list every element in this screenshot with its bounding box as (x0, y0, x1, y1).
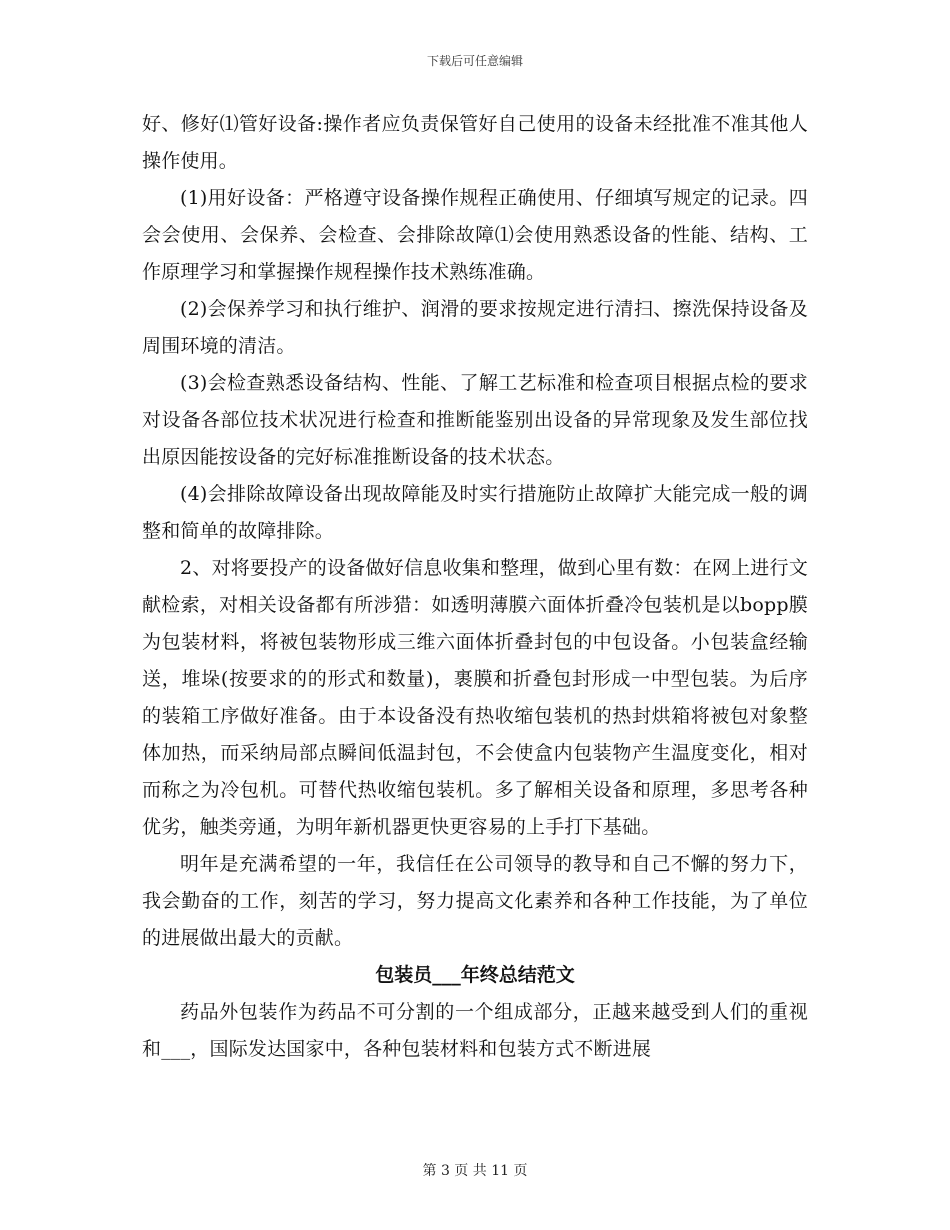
paragraph-1: 好、修好⑴管好设备:操作者应负责保管好自己使用的设备未经批准不准其他人操作使用。 (142, 113, 808, 172)
document-body (142, 106, 808, 1068)
page-number: 第 3 页 共 11 页 (422, 1163, 528, 1179)
section-title: 包装员___年终总结范文 (375, 964, 575, 986)
paragraph-4: (3)会检查熟悉设备结构、性能、了解工艺标准和检查项目根据点检的要求对设备各部位技术状况进行检查和推断能鉴别出设备的异常现象及发生部位找出原因能按设备的完好标准推断设备的技术状态。 (142, 372, 808, 468)
paragraph-3: (2)会保养学习和执行维护、润滑的要求按规定进行清扫、擦洗保持设备及周围环境的清洁。 (142, 298, 808, 357)
page-header: 下载后可任意编辑 (426, 54, 523, 68)
paragraph-2: (1)用好设备：严格遵守设备操作规程正确使用、仔细填写规定的记录。四会会使用、会保养、会检查、会排除故障⑴会使用熟悉设备的性能、结构、工作原理学习和掌握操作规程操作技术熟练准确。 (142, 187, 808, 283)
section-paragraph-1: 药品外包装作为药品不可分割的一个组成部分，正越来越受到人们的重视和___，国际发达国家中，各种包装材料和包装方式不断进展 (142, 1001, 808, 1060)
paragraph-5: (4)会排除故障设备出现故障能及时实行措施防止故障扩大能完成一般的调整和简单的故障排除。 (142, 483, 808, 542)
paragraph-7: 明年是充满希望的一年，我信任在公司领导的教导和自己不懈的努力下，我会勤奋的工作，刻苦的学习，努力提高文化素养和各种工作技能，为了单位的进展做出最大的贡献。 (142, 853, 808, 949)
paragraph-6: 2、对将要投产的设备做好信息收集和整理，做到心里有数：在网上进行文献检索，对相关设备都有所涉猎：如透明薄膜六面体折叠冷包装机是以bopp膜为包装材料，将被包装物形成三维六面体折叠封包的中包设备。小包装盒经输送，堆垛(按要求的的形式和数量)，裹膜和折叠包封形成一中型包装。为后序的装箱工序做好准备。由于本设备没有热收缩包装机的热封烘箱将被包对象整体加热，而采纳局部点瞬间低温封包，不会使盒内包装物产生温度变化，相对而称之为冷包机。可替代热收缩包装机。多了解相关设备和原理，多思考各种优劣，触类旁通，为明年新机器更快更容易的上手打下基础。 (142, 557, 808, 838)
